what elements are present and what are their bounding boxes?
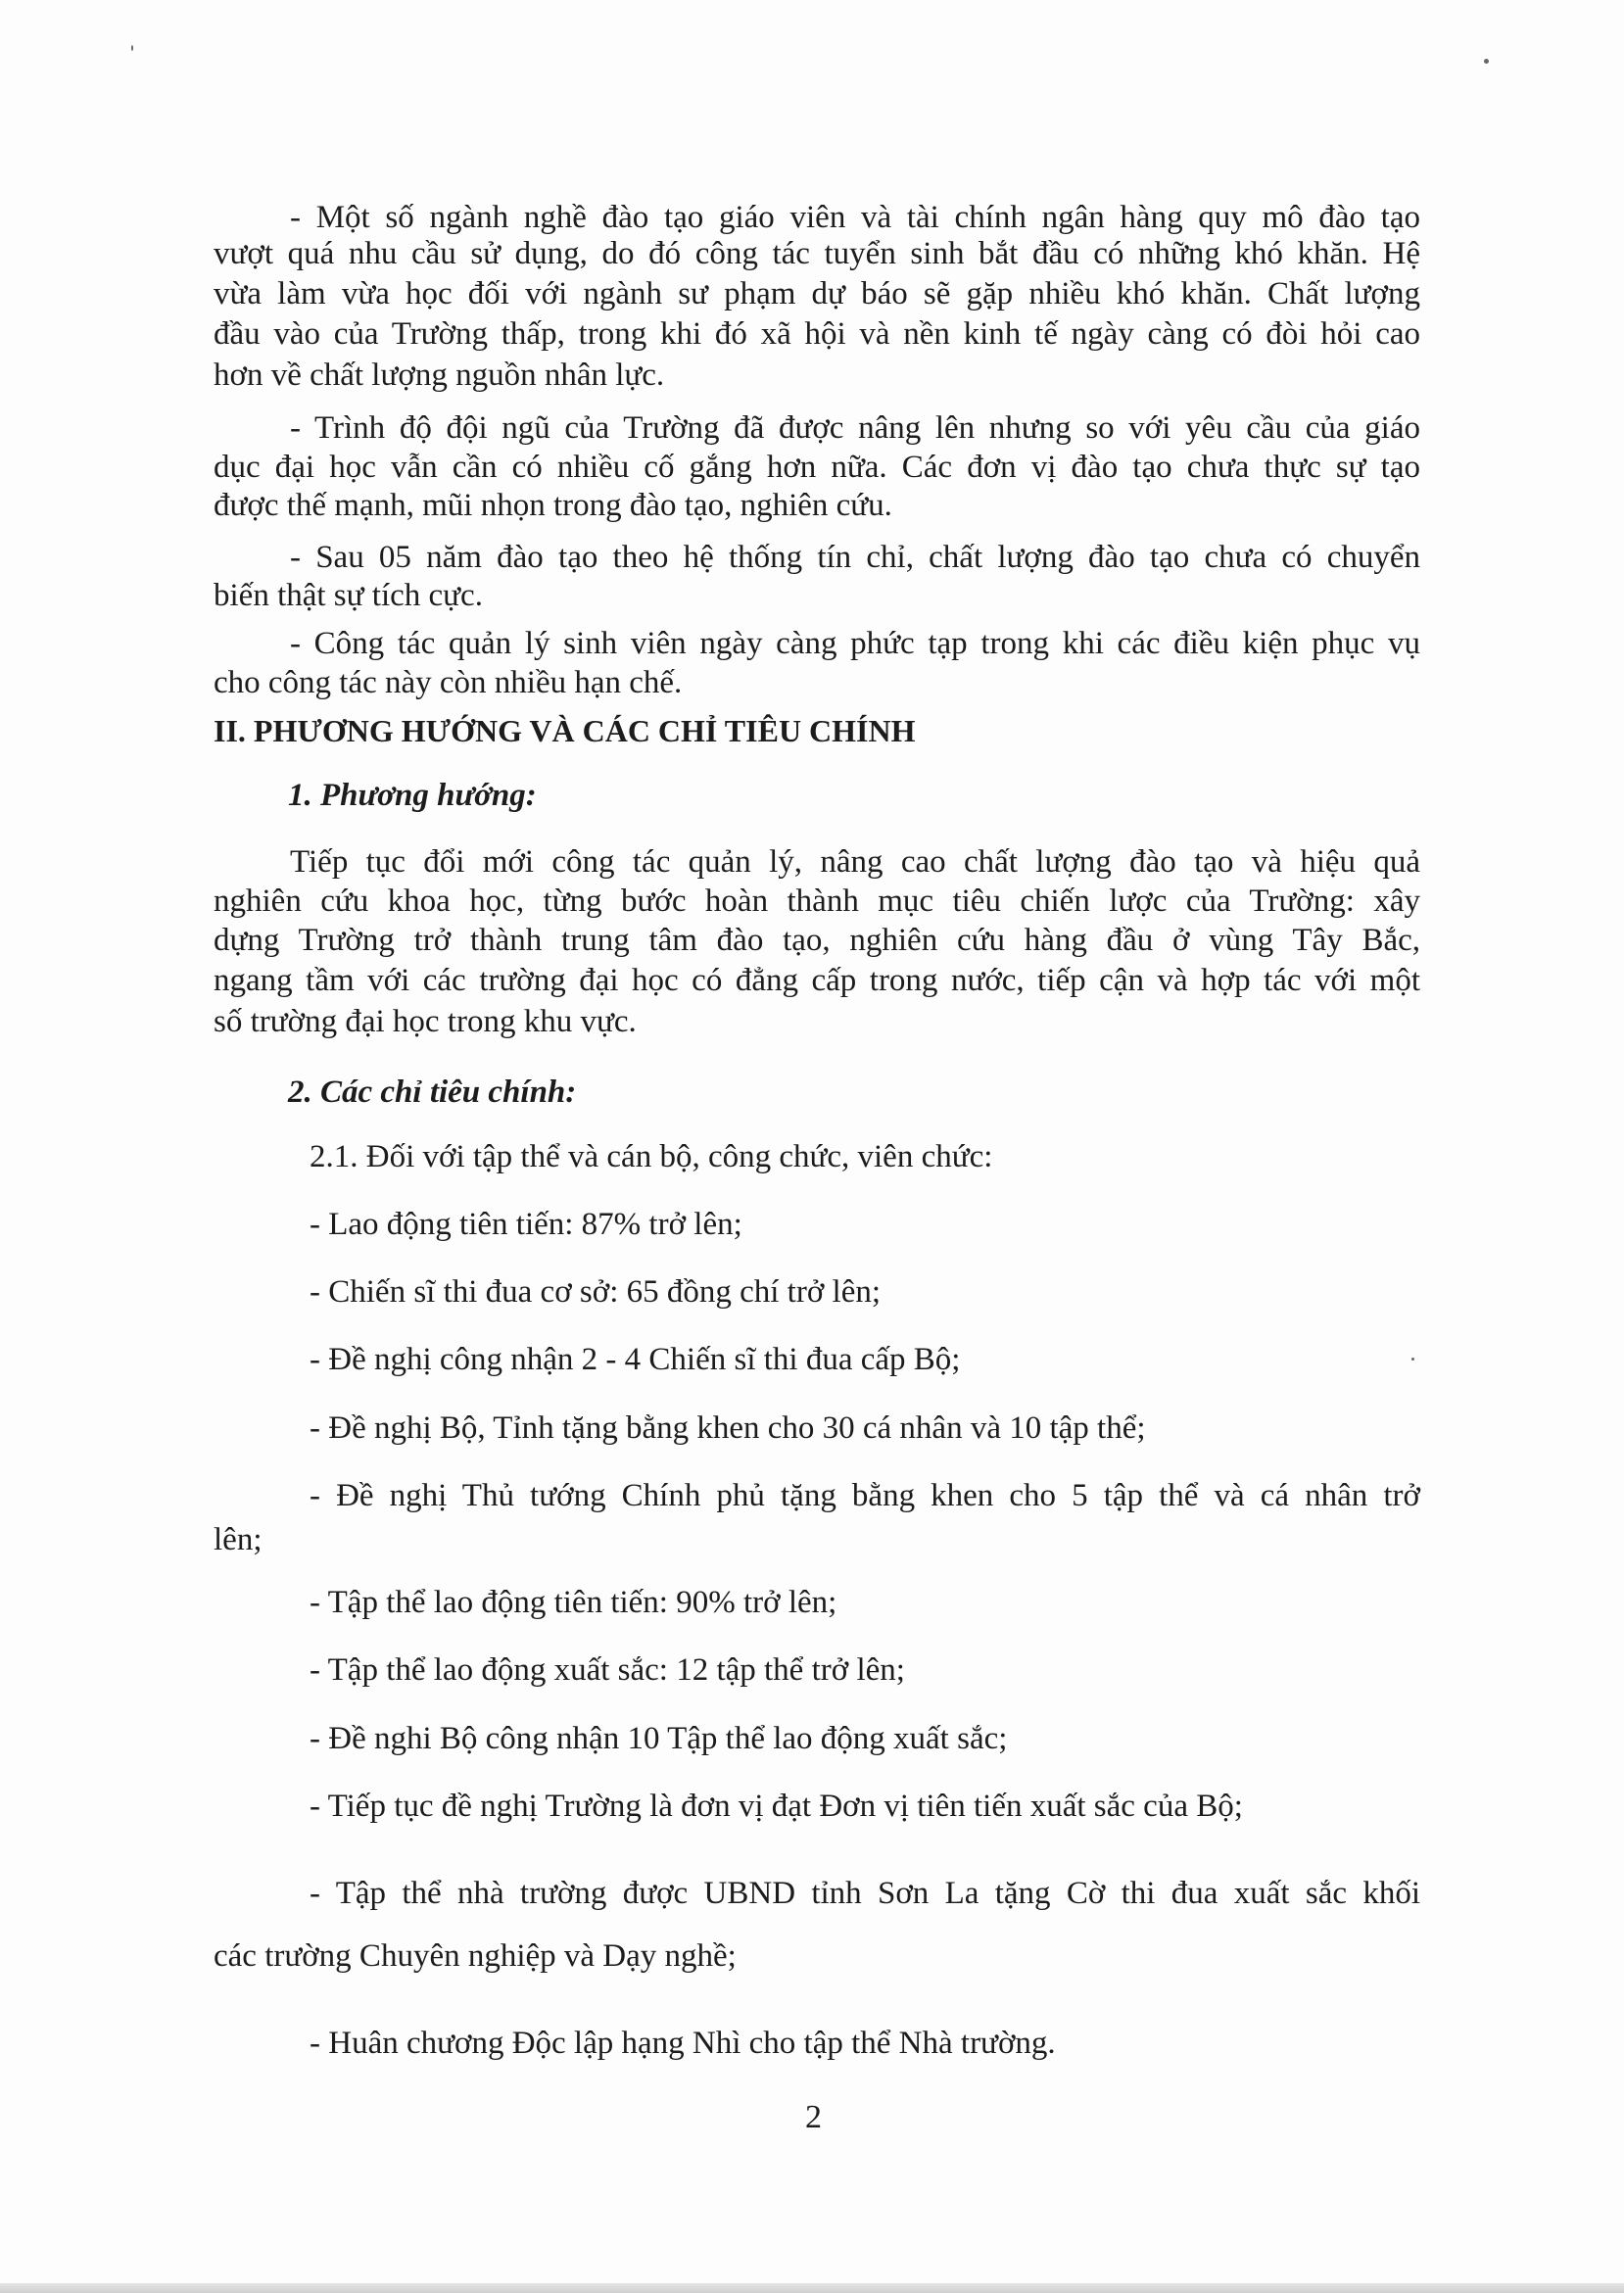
list-item: - Đề nghị công nhận 2 - 4 Chiến sĩ thi đua cấp Bộ; bbox=[310, 1342, 961, 1377]
paragraph-line: Tiếp tục đổi mới công tác quản lý, nâng cao chất lượng đào tạo và hiệu quả bbox=[290, 844, 1420, 880]
paragraph-line: được thế mạnh, mũi nhọn trong đào tạo, nghiên cứu. bbox=[214, 488, 892, 523]
paragraph-line: - Trình độ đội ngũ của Trường đã được nâng lên nhưng so với yêu cầu của giáo bbox=[290, 410, 1420, 446]
paragraph-line: - Một số ngành nghề đào tạo giáo viên và tài chính ngân hàng quy mô đào tạo bbox=[290, 200, 1420, 235]
list-item: lên; bbox=[214, 1522, 263, 1557]
list-item: - Lao động tiên tiến: 87% trở lên; bbox=[310, 1207, 742, 1242]
scan-bottom-edge bbox=[0, 2283, 1624, 2293]
scan-speck bbox=[1411, 1358, 1414, 1361]
list-item: - Đề nghị Thủ tướng Chính phủ tặng bằng khen cho 5 tập thể và cá nhân trở bbox=[310, 1478, 1420, 1513]
subheading-targets: 2. Các chỉ tiêu chính: bbox=[288, 1075, 577, 1110]
subheading-direction: 1. Phương hướng: bbox=[288, 778, 537, 813]
paragraph-line: biến thật sự tích cực. bbox=[214, 578, 483, 613]
scan-speck bbox=[131, 45, 133, 51]
paragraph-line: dựng Trường trở thành trung tâm đào tạo, nghiên cứu hàng đầu ở vùng Tây Bắc, bbox=[214, 923, 1420, 958]
paragraph-line: số trường đại học trong khu vực. bbox=[214, 1004, 637, 1039]
list-item: - Huân chương Độc lập hạng Nhì cho tập thể Nhà trường. bbox=[310, 2026, 1056, 2061]
list-item: - Đề nghị Bộ, Tỉnh tặng bằng khen cho 30 cá nhân và 10 tập thể; bbox=[310, 1410, 1146, 1446]
paragraph-line: cho công tác này còn nhiều hạn chế. bbox=[214, 665, 683, 700]
scan-speck bbox=[1484, 59, 1489, 64]
list-item: - Tiếp tục đề nghị Trường là đơn vị đạt Đơn vị tiên tiến xuất sắc của Bộ; bbox=[310, 1789, 1243, 1824]
paragraph-line: vượt quá nhu cầu sử dụng, do đó công tác tuyển sinh bắt đầu có những khó khăn. Hệ bbox=[214, 236, 1420, 271]
paragraph-line: dục đại học vẫn cần có nhiều cố gắng hơn nữa. Các đơn vị đào tạo chưa thực sự tạo bbox=[214, 450, 1420, 485]
section-heading: II. PHƯƠNG HƯỚNG VÀ CÁC CHỈ TIÊU CHÍNH bbox=[214, 713, 916, 748]
list-item: - Đề nghi Bộ công nhận 10 Tập thể lao động xuất sắc; bbox=[310, 1721, 1008, 1756]
paragraph-line: ngang tầm với các trường đại học có đẳng cấp trong nước, tiếp cận và hợp tác với một bbox=[214, 963, 1420, 998]
list-item: - Tập thể lao động xuất sắc: 12 tập thể trở lên; bbox=[310, 1652, 905, 1688]
paragraph-line: nghiên cứu khoa học, từng bước hoàn thành mục tiêu chiến lược của Trường: xây bbox=[214, 884, 1420, 919]
list-intro: 2.1. Đối với tập thể và cán bộ, công chức, viên chức: bbox=[310, 1139, 993, 1174]
list-item: - Tập thể nhà trường được UBND tỉnh Sơn La tặng Cờ thi đua xuất sắc khối bbox=[310, 1876, 1420, 1911]
list-item: - Tập thể lao động tiên tiến: 90% trở lên; bbox=[310, 1585, 837, 1620]
paragraph-line: - Công tác quản lý sinh viên ngày càng phức tạp trong khi các điều kiện phục vụ bbox=[290, 626, 1420, 661]
paragraph-line: - Sau 05 năm đào tạo theo hệ thống tín chỉ, chất lượng đào tạo chưa có chuyển bbox=[290, 540, 1420, 575]
paragraph-line: đầu vào của Trường thấp, trong khi đó xã hội và nền kinh tế ngày càng có đòi hỏi cao bbox=[214, 316, 1420, 352]
paragraph-line: hơn về chất lượng nguồn nhân lực. bbox=[214, 358, 665, 393]
paragraph-line: vừa làm vừa học đối với ngành sư phạm dự báo sẽ gặp nhiều khó khăn. Chất lượng bbox=[214, 276, 1420, 311]
list-item: các trường Chuyên nghiệp và Dạy nghề; bbox=[214, 1938, 737, 1974]
page-number: 2 bbox=[805, 2099, 822, 2135]
list-item: - Chiến sĩ thi đua cơ sở: 65 đồng chí trở lên; bbox=[310, 1274, 882, 1310]
